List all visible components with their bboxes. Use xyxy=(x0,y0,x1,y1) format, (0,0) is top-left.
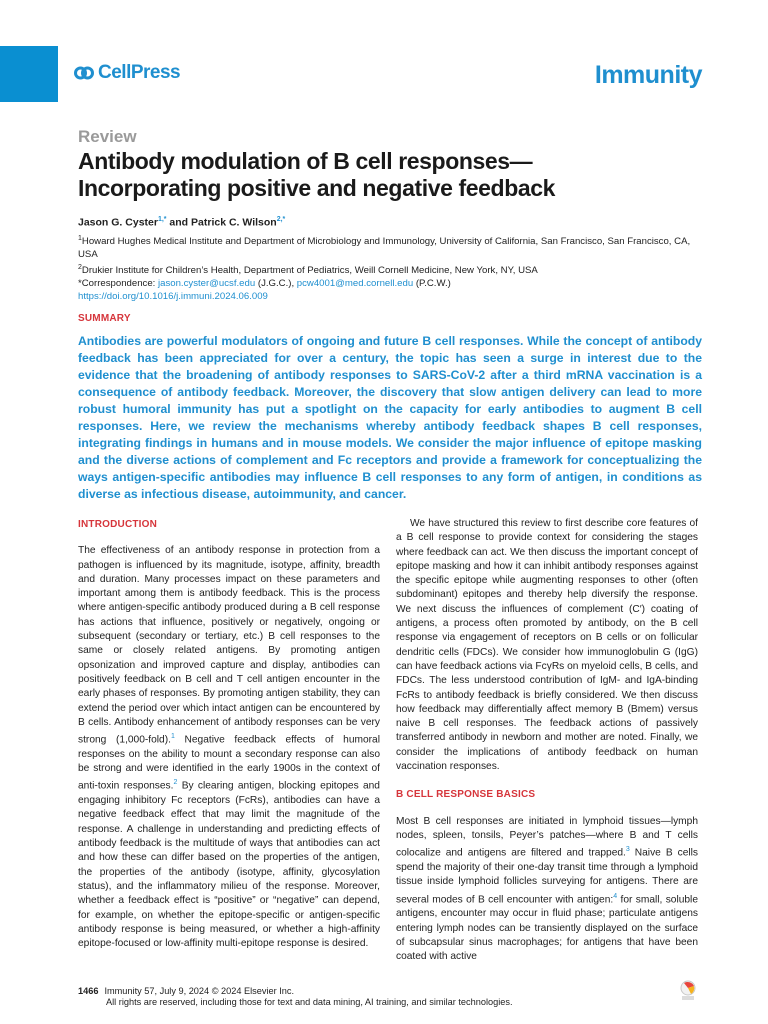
article-type: Review xyxy=(78,127,137,146)
right-column xyxy=(396,517,698,964)
intro-paragraph xyxy=(396,517,698,774)
author-marks[interactable]: 2,* xyxy=(276,216,286,223)
paragraph-text: Negative feedback effects of humoral responses on the ability to mount a secondary response can also be strong and were identified in the early 1900s in the context of anti-toxin responses. xyxy=(78,734,380,792)
citation: Immunity 57, July 9, 2024 © 2024 Elsevier Inc. xyxy=(104,986,295,996)
affiliation-mark: 1 xyxy=(78,235,82,242)
article-title xyxy=(78,148,718,202)
email-link[interactable]: jason.cyster@ucsf.edu xyxy=(158,278,256,290)
paragraph-text: for small, soluble antigens, encounter may occur in fluid phase; particulate antigens entering lymph nodes can be transiently displayed on the surface of subcapsular sinus macrophages; for antigens that have been coated with active xyxy=(396,893,698,963)
affiliation-text: Drukier Institute for Children’s Health, Department of Pediatrics, Weill Cornell Medicine, New York, NY, USA xyxy=(81,265,538,277)
intro-paragraph xyxy=(78,544,380,951)
reference-link[interactable]: 2 xyxy=(173,779,178,787)
paragraph-text: We have structured this review to first describe core features of a B cell response to provide context for considering the stages where feedback can act. We then discuss the important concept of epitope masking and how it can inhibit antibody responses against the specific epitope while augmenting responses to other (often subdominant) epitopes and thereby help diversify the response. We next discuss the influences of complement (C xyxy=(396,518,698,615)
correspondence xyxy=(78,277,702,290)
affiliation-mark: 2 xyxy=(78,264,82,272)
author-list xyxy=(78,216,285,229)
author-marks[interactable]: 1,* xyxy=(157,216,167,223)
paragraph-text: The effectiveness of an antibody response in protection from a pathogen is influenced by its magnitude, isotype, affinity, breadth and duration. Many processes impact on these parameters and important among them is antibody feedback. This is the process where antigen-specific antibody produced during a B cell response has actions that influence, positively or negatively, ongoing or subsequent (secondary or tertiary, etc.) B cell responses to the same or closely related antigens. By promoting antigen opsonization and improved capture and display, antibodies can positively feedback on B cell and T cell antigen encounter in the early phases of responses. By promoting antigen stability, they can extend the period over which intact antigen can be encountered by B cells. Antibody enhancement of antibody responses can be very strong (1,000-fold). xyxy=(78,545,380,746)
email-owner: (J.G.C.), xyxy=(255,278,297,290)
publisher-logo[interactable] xyxy=(74,62,180,84)
check-for-updates-icon[interactable] xyxy=(679,980,697,1002)
basics-paragraph xyxy=(396,815,698,965)
title-line-1: Antibody modulation of B cell responses— xyxy=(78,148,533,174)
paragraph-text: By clearing antigen, blocking epitopes and engaging inhibitory Fc receptors (FcRs), antibodies can have a negative feedback effect that may limit the magnitude of the response. A challenge in understanding and predicting effects of antibody feedback is the multitude of ways that antibodies can act and how these can differ based on the properties of the antigen, the properties of the antibody (isotype, affinity, glycosylation status), and the inflammatory milieu of the response. Moreover, whether a feedback effect is “positive” or “negative” can depend, for example, on whether the epitope-specific or antigen-specific antibody response is being measured, or whether a high-affinity epitope-focused or low-affinity multi-epitope response is desired. xyxy=(78,780,380,950)
doi-link[interactable]: https://doi.org/10.1016/j.immuni.2024.06.009 xyxy=(78,291,268,303)
rights-notice: All rights are reserved, including those for text and data mining, AI training, and similar technologies. xyxy=(106,997,513,1007)
reference-link[interactable]: 3 xyxy=(625,846,630,854)
journal-color-tab xyxy=(0,46,58,102)
article-metadata xyxy=(78,232,702,303)
paragraph-text: Most B cell responses are initiated in lymphoid tissues—lymph nodes, spleen, tonsils, Peyer’s patches—where B and T cells colocalize and antigens are filtered and trapped. xyxy=(396,815,698,859)
cellpress-logo-icon xyxy=(74,64,94,82)
affiliation xyxy=(78,261,702,277)
introduction-heading: INTRODUCTION xyxy=(78,519,158,530)
email-owner: (P.C.W.) xyxy=(413,278,451,290)
correspondence-label: *Correspondence: xyxy=(78,278,158,290)
prime-symbol: ′ xyxy=(639,603,642,615)
summary-heading: SUMMARY xyxy=(78,313,131,324)
reference-link[interactable]: 1 xyxy=(170,733,175,741)
author-name: Patrick C. Wilson xyxy=(191,216,277,229)
summary-text: Antibodies are powerful modulators of ongoing and future B cell responses. While the concept of antibody feedback has been appreciated for over a century, the topic has seen a surge in interest due to the evidence that the broadening of antibody responses to SARS-CoV-2 after a third mRNA vaccination is a consequence of antibody feedback. Moreover, the discovery that slow antigen delivery can lead to more robust humoral immunity has put a spotlight on the capacity for early antibodies to augment B cell responses. Here, we review the mechanisms whereby antibody feedback shapes B cell responses, integrating findings in humans and in mouse models. We consider the major influence of epitope masking and the diverse actions of complement and Fc receptors and provide a framework for conceptualizing the ways antigen-specific antibodies may influence B cell responses to any form of antigen, in conditions as diverse as infectious disease, autoimmunity, and cancer. xyxy=(78,334,702,501)
page-number: 1466 xyxy=(78,986,99,996)
page-footer xyxy=(78,986,513,1008)
affiliation-text: Howard Hughes Medical Institute and Department of Microbiology and Immunology, University of California, San Francisco, San Francisco, CA, USA xyxy=(78,236,691,261)
paragraph-text: Naive B cells spend the majority of their one-day transit time through a lymphoid tissue inside lymphoid follicles surveying for antigens. There are several modes of B cell encounter with antigen: xyxy=(396,847,698,905)
email-link[interactable]: pcw4001@med.cornell.edu xyxy=(296,278,414,290)
reference-link[interactable]: 4 xyxy=(613,892,618,900)
journal-name[interactable]: Immunity xyxy=(594,61,702,89)
basics-heading: B CELL RESPONSE BASICS xyxy=(396,789,536,801)
author-name: Jason G. Cyster xyxy=(78,216,158,229)
left-column xyxy=(78,518,380,951)
author-conjunction: and xyxy=(166,216,192,229)
paragraph-text: ) coating of antigens, a process often promoted by antibody, on the B cell response via engagement of receptors on B cells or on follicular dendritic cells (FDCs). We consider how immunoglobulin G (IgG) can have feedback actions via FcγRs on myeloid cells, B cells, and FDCs. The less understood contribution of IgM- and IgA-binding FcRs to antibody feedback is briefly considered. We then discuss how feedback may differentially affect memory B (Bmem) versus naive B cell responses. The feedback actions of passively transferred antibody in newborn and mother are noted. Finally, we consider the implications of antibody feedback on human vaccination responses. xyxy=(396,603,699,773)
publisher-name: CellPress xyxy=(98,62,181,83)
affiliation xyxy=(78,232,702,261)
title-line-2: Incorporating positive and negative feedback xyxy=(78,175,556,201)
